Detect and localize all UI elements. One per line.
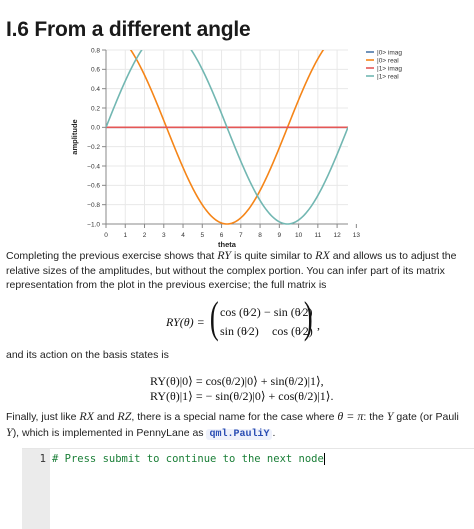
legend-label: |1> imag (377, 65, 402, 73)
y-tick-label: −0.4 (87, 163, 100, 171)
math-rx: RX (79, 409, 94, 423)
x-tick-label: 10 (294, 232, 303, 239)
amplitude-chart (0, 44, 474, 249)
code-line[interactable] (52, 453, 325, 465)
y-tick-label: −0.2 (87, 143, 100, 151)
matrix-cell: − sin (θ⁄2) (264, 305, 313, 319)
x-tick-label: 0 (104, 232, 108, 239)
math-rz: RZ (117, 409, 132, 423)
matrix-cell: sin (θ⁄2) (220, 324, 259, 338)
x-tick-label: 1 (123, 232, 128, 239)
math-y: Y (6, 424, 13, 439)
x-axis-label: theta (218, 240, 236, 249)
math-rx: RX (315, 248, 330, 262)
x-tick-label: 11 (314, 232, 322, 239)
legend-label: |1> real (377, 73, 399, 81)
text: Completing the previous exercise shows that (6, 250, 218, 262)
y-tick-label: −1.0 (87, 221, 100, 229)
x-tick-label: 3 (161, 232, 166, 239)
y-tick-label: 0.4 (90, 85, 100, 93)
page-title: I.6 From a different angle (6, 18, 251, 41)
matrix-equation (0, 293, 474, 342)
x-tick-label: 2 (142, 232, 147, 239)
left-paren: ( (209, 293, 219, 342)
matrix-comma: , (317, 318, 320, 332)
y-tick-label: −0.8 (87, 201, 100, 209)
x-tick-label: 7 (238, 232, 243, 239)
y-tick-label: 0.8 (90, 47, 100, 55)
paragraph-action: and its action on the basis states is (6, 349, 169, 361)
x-tick-label: 4 (181, 232, 185, 239)
x-tick-label: 9 (277, 232, 282, 239)
text: ), which is implemented in PennyLane as (12, 426, 207, 439)
matrix-lhs: RY(θ) = (166, 315, 205, 329)
paragraph-intro (6, 248, 470, 293)
text: Finally, just like (6, 411, 80, 423)
matrix-cell: cos (θ⁄2) (220, 305, 261, 319)
y-tick-label: 0.6 (90, 66, 100, 74)
y-tick-label: 0.0 (90, 124, 100, 132)
x-tick-label: 12 (333, 232, 341, 239)
matrix-cell: cos (θ⁄2) (272, 324, 313, 338)
math-theta-pi: θ = π (337, 409, 364, 423)
legend-label: |0> imag (377, 49, 402, 57)
text: is quite similar to (231, 250, 316, 262)
text: gate (or Pauli (393, 411, 459, 423)
code-editor[interactable] (22, 448, 474, 529)
y-tick-label: −0.6 (87, 182, 100, 190)
equation-ry-0: RY(θ)|0⟩ = cos(θ/2)|0⟩ + sin(θ/2)|1⟩, (150, 374, 324, 388)
line-number: 1 (39, 453, 46, 465)
x-tick-label: 5 (200, 232, 205, 239)
math-ry: RY (217, 248, 232, 262)
paragraph-pauli-y (6, 409, 470, 442)
right-paren: ) (303, 293, 313, 342)
text: and allows us to adjust the relative sizes of the amplitudes, but without the complex portion. You can infer part of its matrix representation from the plot in the previous exercise; the full matrix is (6, 250, 457, 291)
x-tick-label: 6 (219, 232, 224, 239)
x-tick-label: 13 (352, 232, 360, 239)
math-y: Y (386, 409, 394, 423)
equation-ry-1: RY(θ)|1⟩ = − sin(θ/2)|0⟩ + cos(θ/2)|1⟩. (150, 389, 334, 403)
text: , there is a special name for the case where (131, 411, 338, 423)
inline-code-pauliy: qml.PauliY (206, 429, 272, 440)
text: : the (363, 411, 387, 423)
x-tick-label: 8 (258, 232, 262, 239)
y-tick-label: 0.2 (90, 105, 100, 113)
text: and (94, 411, 118, 423)
code-comment: # Press submit to continue to the next node (52, 453, 324, 465)
text: . (272, 426, 276, 439)
text-cursor (324, 453, 325, 465)
y-axis-label: amplitude (70, 119, 79, 155)
editor-gutter (22, 449, 50, 529)
legend-label: |0> real (377, 57, 399, 65)
